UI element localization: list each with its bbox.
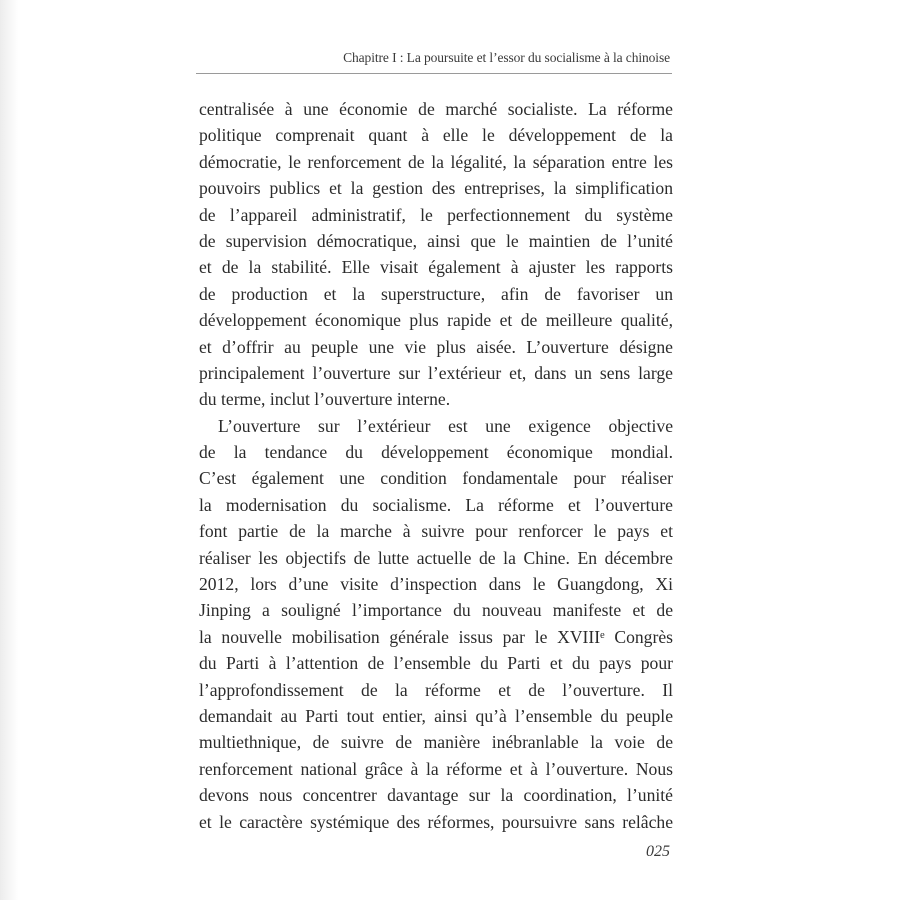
text-line: font partie de la marche à suivre pour renforcer le pays et: [199, 521, 673, 542]
text-line: Jinping a souligné l’importance du nouveau manifeste et de: [199, 600, 673, 621]
running-header: Chapitre I : La poursuite et l’essor du socialisme à la chinoise: [343, 50, 670, 65]
text-line: de l’appareil administratif, le perfectionnement du système: [199, 204, 673, 225]
text-line: et de la stabilité. Elle visait également à ajuster les rapports: [199, 257, 673, 278]
text-line: C’est également une condition fondamentale pour réaliser: [199, 468, 673, 489]
text-line: 2012, lors d’une visite d’inspection dans le Guangdong, Xi: [199, 574, 673, 595]
text-line: l’approfondissement de la réforme et de l’ouverture. Il: [199, 679, 673, 700]
text-line: centralisée à une économie de marché socialiste. La réforme: [199, 99, 673, 119]
text-line: la modernisation du socialisme. La réforme et l’ouverture: [199, 494, 673, 515]
text-line: principalement l’ouverture sur l’extérieur et, dans un sens large: [199, 362, 673, 383]
text-line: devons nous concentrer davantage sur la coordination, l’unité: [199, 785, 673, 806]
body-text: [199, 96, 673, 835]
text-line: du Parti à l’attention de l’ensemble du Parti et du pays pour: [199, 653, 673, 674]
header-rule: [196, 73, 672, 74]
text-line: politique comprenait quant à elle le développement de la: [199, 125, 673, 146]
binding-shadow: [0, 0, 18, 900]
text-line: réaliser les objectifs de lutte actuelle de la Chine. En décembre: [199, 547, 673, 568]
text-line: de supervision démocratique, ainsi que le maintien de l’unité: [199, 230, 673, 251]
text-line: de la tendance du développement économique mondial.: [199, 442, 673, 463]
text-line: L’ouverture sur l’extérieur est une exigence objective: [218, 415, 673, 436]
text-line: pouvoirs publics et la gestion des entreprises, la simplification: [199, 178, 673, 199]
text-line: multiethnique, de suivre de manière inébranlable la voie de: [199, 732, 673, 753]
text-line: du terme, inclut l’ouverture interne.: [199, 389, 451, 410]
text-line: demandait au Parti tout entier, ainsi qu’à l’ensemble du peuple: [199, 705, 673, 726]
text-line: et d’offrir au peuple une vie plus aisée. L’ouverture désigne: [199, 336, 673, 357]
text-line: la nouvelle mobilisation générale issus par le XVIIIᵉ Congrès: [199, 626, 673, 647]
text-line: renforcement national grâce à la réforme et à l’ouverture. Nous: [199, 758, 673, 779]
text-line: développement économique plus rapide et de meilleure qualité,: [199, 310, 673, 331]
page-number: 025: [646, 843, 670, 860]
text-line: démocratie, le renforcement de la légalité, la séparation entre les: [199, 151, 673, 172]
text-line: et le caractère systémique des réformes, poursuivre sans relâche: [199, 811, 673, 832]
text-line: de production et la superstructure, afin de favoriser un: [199, 283, 673, 304]
